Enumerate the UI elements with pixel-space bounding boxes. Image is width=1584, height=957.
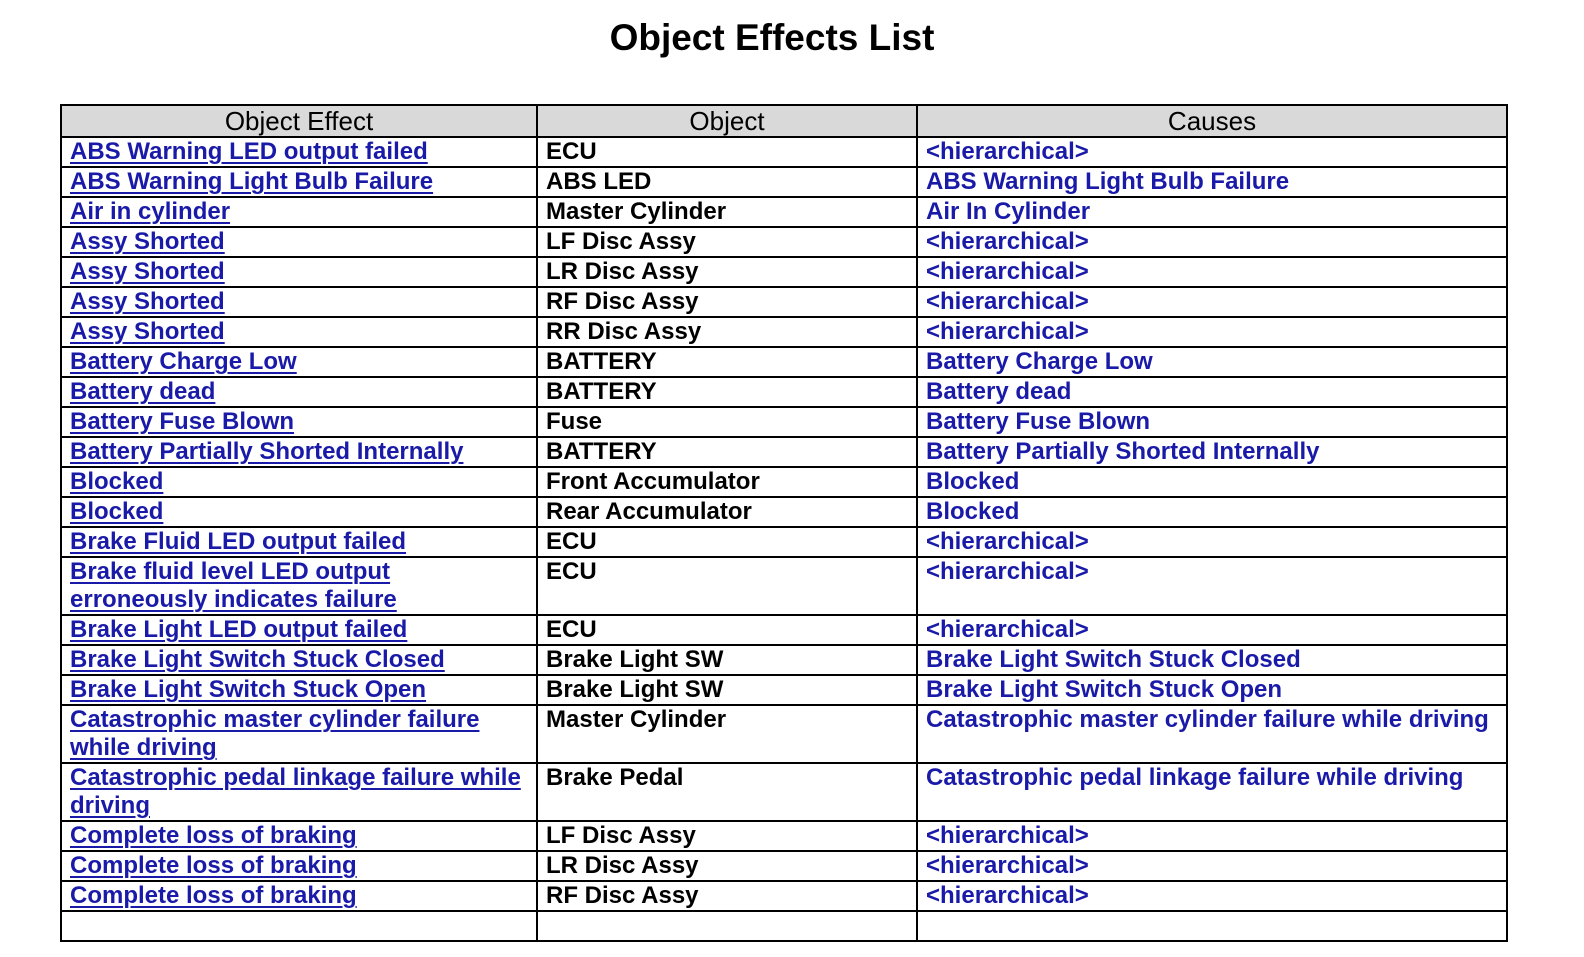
object-effects-table-container (60, 104, 1506, 942)
object-effect-link[interactable]: Air in cylinder (70, 198, 231, 225)
table-row (61, 467, 1507, 497)
table-row (61, 257, 1507, 287)
table-row (61, 137, 1507, 167)
object-cell: LR Disc Assy (537, 257, 917, 287)
table-row (61, 527, 1507, 557)
table-row (61, 851, 1507, 881)
cause-cell: Battery Fuse Blown (917, 407, 1507, 437)
object-effect-link[interactable]: Brake Light LED output failed (70, 616, 408, 643)
object-effect-cell (61, 167, 537, 197)
object-effect-cell (61, 851, 537, 881)
cause-cell: Catastrophic master cylinder failure while driving (917, 705, 1507, 763)
cause-cell: <hierarchical> (917, 227, 1507, 257)
cause-cell: Battery dead (917, 377, 1507, 407)
object-effect-link[interactable]: ABS Warning Light Bulb Failure (70, 168, 434, 195)
cause-cell: <hierarchical> (917, 821, 1507, 851)
object-cell: BATTERY (537, 437, 917, 467)
object-effect-cell (61, 227, 537, 257)
header-object: Object (537, 105, 917, 137)
object-effect-cell (61, 705, 537, 763)
object-cell: ECU (537, 557, 917, 615)
object-effect-cell (61, 287, 537, 317)
table-row (61, 557, 1507, 615)
object-cell: ECU (537, 137, 917, 167)
object-effect-cell (61, 257, 537, 287)
object-cell: Brake Light SW (537, 645, 917, 675)
cause-cell: <hierarchical> (917, 257, 1507, 287)
object-effect-cell (61, 821, 537, 851)
object-cell: Brake Light SW (537, 675, 917, 705)
object-effect-cell (61, 615, 537, 645)
object-cell: RF Disc Assy (537, 881, 917, 911)
table-row (61, 407, 1507, 437)
object-effect-cell (61, 407, 537, 437)
table-row (61, 645, 1507, 675)
object-effect-link[interactable]: Catastrophic master cylinder failure while driving (70, 706, 480, 761)
object-effect-link[interactable]: Brake fluid level LED output erroneously indicates failure (70, 558, 397, 613)
object-effect-link[interactable]: Complete loss of braking (70, 882, 357, 909)
object-effect-link[interactable]: Assy Shorted (70, 228, 225, 255)
object-effect-cell (61, 675, 537, 705)
cause-cell: Brake Light Switch Stuck Closed (917, 645, 1507, 675)
object-cell: ECU (537, 615, 917, 645)
object-effect-link[interactable]: Blocked (70, 498, 164, 525)
object-effect-link[interactable]: Battery Partially Shorted Internally (70, 438, 464, 465)
table-row (61, 675, 1507, 705)
cause-cell: Catastrophic pedal linkage failure while driving (917, 763, 1507, 821)
cause-cell (917, 911, 1507, 941)
table-row (61, 881, 1507, 911)
object-effect-link[interactable]: Assy Shorted (70, 288, 225, 315)
cause-cell: <hierarchical> (917, 287, 1507, 317)
object-effect-link[interactable]: Assy Shorted (70, 258, 225, 285)
object-effect-cell (61, 527, 537, 557)
header-object-effect: Object Effect (61, 105, 537, 137)
cause-cell: Blocked (917, 467, 1507, 497)
table-row (61, 167, 1507, 197)
object-cell: Rear Accumulator (537, 497, 917, 527)
object-effect-cell (61, 137, 537, 167)
object-effect-cell (61, 197, 537, 227)
table-row (61, 615, 1507, 645)
cause-cell: Brake Light Switch Stuck Open (917, 675, 1507, 705)
object-cell (537, 911, 917, 941)
object-effect-link[interactable]: Catastrophic pedal linkage failure while driving (70, 764, 521, 819)
table-row (61, 377, 1507, 407)
object-effect-link[interactable]: Assy Shorted (70, 318, 225, 345)
object-effect-link[interactable]: ABS Warning LED output failed (70, 138, 428, 165)
object-effect-link[interactable]: Brake Fluid LED output failed (70, 528, 407, 555)
object-effect-cell (61, 881, 537, 911)
cause-cell: <hierarchical> (917, 317, 1507, 347)
page-title: Object Effects List (609, 17, 935, 58)
cause-cell: Battery Partially Shorted Internally (917, 437, 1507, 467)
object-effect-cell (61, 645, 537, 675)
object-effect-link[interactable]: Battery Charge Low (70, 348, 297, 375)
cause-cell: Battery Charge Low (917, 347, 1507, 377)
cause-cell: <hierarchical> (917, 851, 1507, 881)
object-effect-cell (61, 763, 537, 821)
cause-cell: <hierarchical> (917, 615, 1507, 645)
object-effect-cell (61, 911, 537, 941)
object-effect-cell (61, 317, 537, 347)
cause-cell: <hierarchical> (917, 137, 1507, 167)
table-row (61, 227, 1507, 257)
object-cell: BATTERY (537, 377, 917, 407)
object-cell: RR Disc Assy (537, 317, 917, 347)
table-row (61, 497, 1507, 527)
object-cell: Brake Pedal (537, 763, 917, 821)
table-row (61, 763, 1507, 821)
object-cell: Master Cylinder (537, 705, 917, 763)
cause-cell: Air In Cylinder (917, 197, 1507, 227)
object-effect-cell (61, 437, 537, 467)
object-cell: BATTERY (537, 347, 917, 377)
cause-cell: ABS Warning Light Bulb Failure (917, 167, 1507, 197)
table-row (61, 347, 1507, 377)
object-cell: LF Disc Assy (537, 821, 917, 851)
object-cell: LR Disc Assy (537, 851, 917, 881)
object-effect-link[interactable]: Blocked (70, 468, 164, 495)
table-row (61, 437, 1507, 467)
cause-cell: Blocked (917, 497, 1507, 527)
object-effects-table (60, 104, 1508, 942)
object-effect-cell (61, 377, 537, 407)
object-effect-link[interactable]: Battery dead (70, 378, 216, 405)
object-effect-link[interactable]: Complete loss of braking (70, 822, 357, 849)
object-cell: ABS LED (537, 167, 917, 197)
cause-cell: <hierarchical> (917, 557, 1507, 615)
table-body (61, 137, 1507, 941)
table-row (61, 705, 1507, 763)
table-row (61, 317, 1507, 347)
table-row (61, 911, 1507, 941)
table-row (61, 821, 1507, 851)
object-effect-link[interactable]: Brake Light Switch Stuck Open (70, 676, 427, 703)
object-cell: Front Accumulator (537, 467, 917, 497)
header-causes: Causes (917, 105, 1507, 137)
table-row (61, 287, 1507, 317)
table-row (61, 197, 1507, 227)
object-effect-cell (61, 497, 537, 527)
object-cell: LF Disc Assy (537, 227, 917, 257)
object-effect-cell (61, 467, 537, 497)
object-effect-link[interactable]: Battery Fuse Blown (70, 408, 295, 435)
object-effect-link[interactable]: Complete loss of braking (70, 852, 357, 879)
object-cell: RF Disc Assy (537, 287, 917, 317)
object-cell: Fuse (537, 407, 917, 437)
cause-cell: <hierarchical> (917, 527, 1507, 557)
object-effect-link[interactable]: Brake Light Switch Stuck Closed (70, 646, 445, 673)
object-effect-cell (61, 557, 537, 615)
object-effect-cell (61, 347, 537, 377)
table-header-row (61, 105, 1507, 137)
cause-cell: <hierarchical> (917, 881, 1507, 911)
object-cell: ECU (537, 527, 917, 557)
object-cell: Master Cylinder (537, 197, 917, 227)
